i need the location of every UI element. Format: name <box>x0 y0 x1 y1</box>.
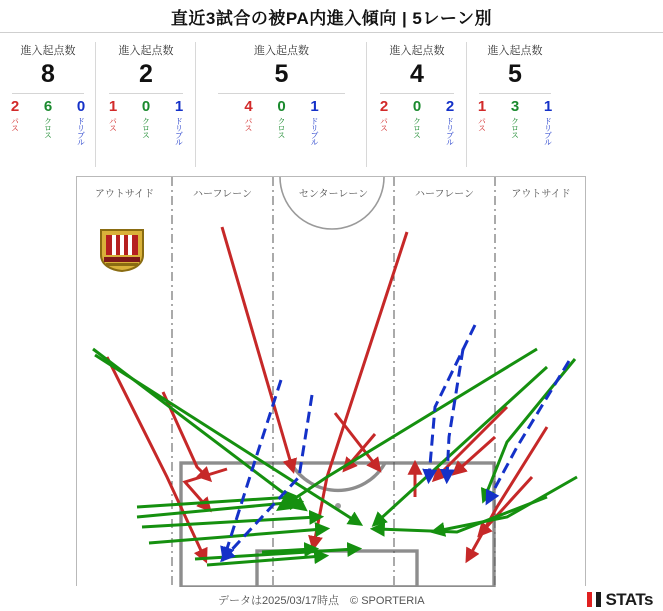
entry-label: 進入起点数 <box>487 45 543 57</box>
breakdown-caption: ドリブル <box>174 117 184 145</box>
entry-count: 5 <box>274 60 289 88</box>
breakdown-pass <box>374 99 394 145</box>
breakdown-cross <box>505 99 525 145</box>
entry-count: 2 <box>139 60 153 88</box>
lane-dividers <box>172 177 495 587</box>
breakdown-cross <box>272 99 292 145</box>
breakdown-caption: ドリブル <box>310 117 319 145</box>
breakdown-cross <box>136 99 156 145</box>
sporteria-logo <box>587 588 653 611</box>
breakdown-value: 1 <box>543 98 553 115</box>
penalty-area <box>181 463 494 587</box>
lane-label-center: センターレーン <box>298 189 369 200</box>
breakdown-caption: ドリブル <box>445 117 455 145</box>
breakdown-value: 2 <box>445 98 455 115</box>
breakdown-value: 1 <box>108 98 118 115</box>
lane-label-halfspace-left: ハーフレーン <box>193 189 252 200</box>
breakdown-caption: パス <box>244 117 253 131</box>
pitch-svg <box>77 177 587 587</box>
breakdown-caption: パス <box>10 117 20 131</box>
breakdown-caption: ドリブル <box>76 117 86 145</box>
breakdown <box>96 99 196 145</box>
breakdown-cross <box>38 99 58 145</box>
breakdown-value: 0 <box>412 98 422 115</box>
breakdown-dribble <box>305 99 325 145</box>
breakdown-dribble <box>538 99 558 145</box>
breakdown-dribble <box>169 99 189 145</box>
club-crest-icon <box>98 227 146 273</box>
breakdown-dribble <box>440 99 460 145</box>
divider <box>218 93 345 94</box>
entry-label: 進入起点数 <box>389 45 445 57</box>
breakdown-caption: クロス <box>43 117 53 138</box>
lane-stats-halfspace-left <box>96 34 196 175</box>
breakdown-value: 1 <box>174 98 184 115</box>
breakdown-value: 6 <box>43 98 53 115</box>
divider <box>12 93 83 94</box>
breakdown-caption: パス <box>108 117 118 131</box>
lane-label-outside-right: アウトサイド <box>511 189 571 200</box>
breakdown-dribble <box>71 99 91 145</box>
lane-stats-outside-left <box>0 34 96 175</box>
breakdown-value: 3 <box>510 98 520 115</box>
breakdown-value: 1 <box>310 98 319 115</box>
logo-bar-dark-icon <box>596 592 601 607</box>
breakdown-value: 1 <box>477 98 487 115</box>
breakdown <box>467 99 563 145</box>
breakdown-value: 4 <box>244 98 253 115</box>
breakdown-value: 0 <box>76 98 86 115</box>
title-bar <box>0 0 663 33</box>
breakdown-caption: クロス <box>510 117 520 138</box>
breakdown <box>196 99 367 145</box>
breakdown-value: 0 <box>277 98 286 115</box>
breakdown-cross <box>407 99 427 145</box>
lane-stats-row <box>0 34 663 175</box>
entry-count: 8 <box>41 60 55 88</box>
breakdown <box>367 99 467 145</box>
logo-bar-red-icon <box>587 592 592 607</box>
breakdown-pass <box>472 99 492 145</box>
divider <box>109 93 183 94</box>
breakdown-caption: クロス <box>141 117 151 138</box>
breakdown-caption: クロス <box>277 117 286 138</box>
lane-stats-outside-right <box>467 34 563 175</box>
breakdown-caption: パス <box>477 117 487 131</box>
entry-count: 4 <box>410 60 424 88</box>
page-title: 直近3試合の被PA内進入傾向 | 5レーン別 <box>170 8 493 28</box>
pass-arrows <box>107 227 547 557</box>
pitch-diagram <box>76 176 586 586</box>
data-source-note: データは2025/03/17時点 © SPORTERIA <box>218 595 425 607</box>
divider <box>380 93 454 94</box>
breakdown-value: 0 <box>141 98 151 115</box>
entry-label: 進入起点数 <box>254 45 309 57</box>
lane-stats-halfspace-right <box>367 34 467 175</box>
breakdown-pass <box>5 99 25 145</box>
lane-stats-center <box>196 34 367 175</box>
entry-label: 進入起点数 <box>20 45 76 57</box>
breakdown-caption: ドリブル <box>543 117 553 145</box>
breakdown <box>0 99 96 145</box>
footer <box>0 588 663 611</box>
breakdown-pass <box>239 99 259 145</box>
lane-label-outside-left: アウトサイド <box>94 189 155 200</box>
breakdown-pass <box>103 99 123 145</box>
breakdown-caption: クロス <box>412 117 422 138</box>
divider <box>479 93 550 94</box>
logo-text: STATs <box>605 589 653 609</box>
breakdown-value: 2 <box>379 98 389 115</box>
entry-count: 5 <box>508 60 522 88</box>
breakdown-value: 2 <box>10 98 20 115</box>
lane-label-halfspace-right: ハーフレーン <box>415 189 474 200</box>
breakdown-caption: パス <box>379 117 389 131</box>
entry-label: 進入起点数 <box>118 45 174 57</box>
